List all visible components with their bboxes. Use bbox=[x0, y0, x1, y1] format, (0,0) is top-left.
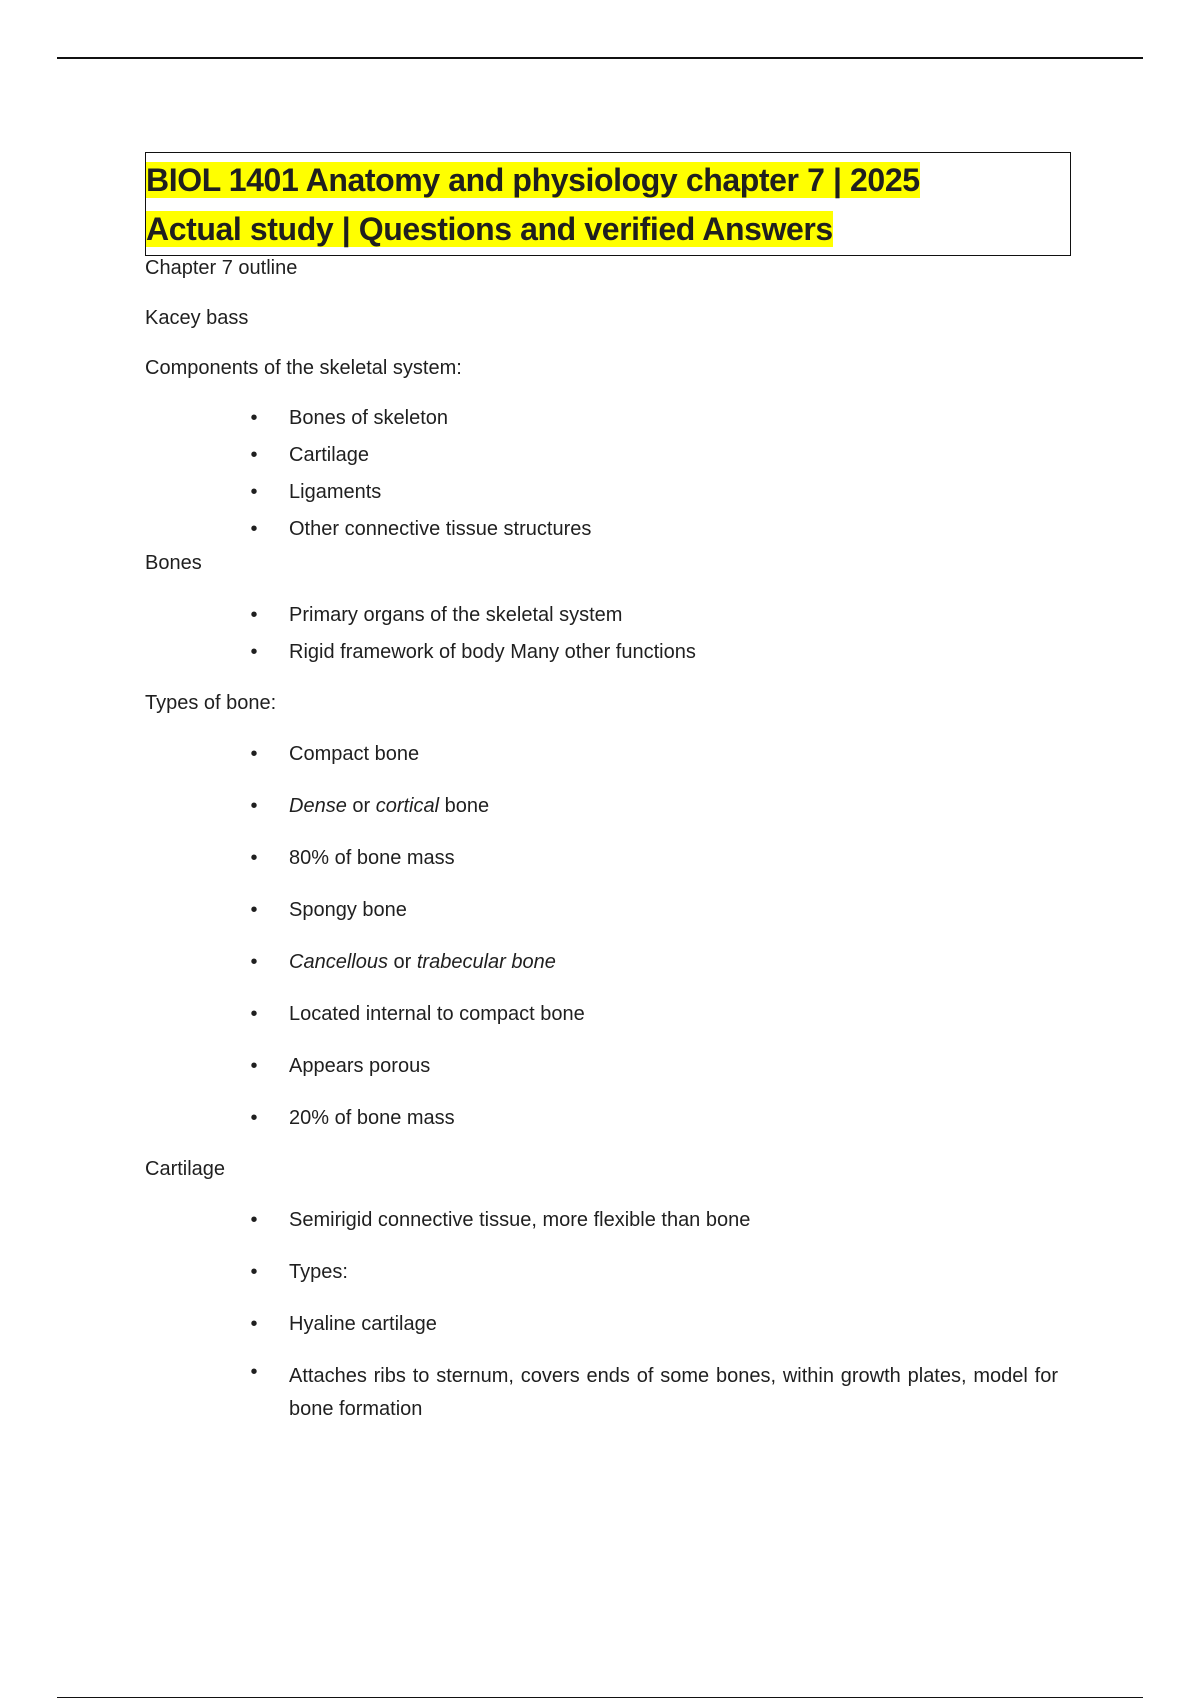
list-item bbox=[145, 1360, 1071, 1426]
list-item bbox=[145, 1208, 1071, 1232]
list-item bbox=[145, 406, 1071, 430]
bullet-icon: • bbox=[250, 1003, 258, 1025]
list-item-text: Spongy bone bbox=[289, 899, 407, 921]
list-item bbox=[145, 1312, 1071, 1336]
list-item-text: Ligaments bbox=[289, 481, 382, 503]
bullet-icon: • bbox=[250, 604, 258, 626]
list-item-text: 20% of bone mass bbox=[289, 1107, 455, 1129]
list-item-text: Primary organs of the skeletal system bbox=[289, 604, 623, 626]
list-item bbox=[145, 742, 1071, 766]
list-item-text: Cartilage bbox=[289, 444, 370, 466]
bullet-icon: • bbox=[250, 1055, 258, 1077]
bullet-icon: • bbox=[250, 795, 258, 817]
list-item-text: Bones of skeleton bbox=[289, 407, 448, 429]
bullet-icon: • bbox=[250, 481, 258, 503]
components-list bbox=[145, 406, 1071, 541]
list-item bbox=[145, 794, 1071, 818]
list-item-text: Semirigid connective tissue, more flexible than bone bbox=[289, 1209, 751, 1231]
bullet-icon: • bbox=[250, 847, 258, 869]
cancellous-term: Cancellous bbox=[289, 951, 388, 973]
footer-rule bbox=[57, 1697, 1143, 1698]
trabecular-term: trabecular bone bbox=[416, 951, 556, 973]
bullet-icon: • bbox=[250, 444, 258, 466]
bullet-icon: • bbox=[250, 1361, 258, 1383]
document-page bbox=[145, 152, 1071, 1426]
bullet-icon: • bbox=[250, 407, 258, 429]
list-item bbox=[145, 898, 1071, 922]
title-box bbox=[145, 152, 1071, 256]
list-item bbox=[145, 1002, 1071, 1026]
types-heading: Types of bone: bbox=[145, 692, 277, 714]
bullet-icon: • bbox=[250, 1209, 258, 1231]
list-item-text: Located internal to compact bone bbox=[289, 1003, 585, 1025]
title-line-1: BIOL 1401 Anatomy and physiology chapter 7 | 2025 bbox=[146, 162, 920, 198]
bones-list bbox=[145, 603, 1071, 664]
list-item bbox=[145, 1106, 1071, 1130]
document-title bbox=[146, 156, 1064, 254]
list-item bbox=[145, 517, 1071, 541]
list-item bbox=[145, 603, 1071, 627]
cartilage-list bbox=[145, 1208, 1071, 1426]
list-item-text: Other connective tissue structures bbox=[289, 518, 592, 540]
list-item-text: Compact bone bbox=[289, 743, 420, 765]
dense-term: Dense bbox=[289, 795, 347, 817]
list-item bbox=[145, 640, 1071, 664]
bones-heading: Bones bbox=[145, 552, 202, 574]
list-item bbox=[145, 1054, 1071, 1078]
list-item-text: Attaches ribs to sternum, covers ends of some bones, within growth plates, model for bone formation bbox=[289, 1365, 1058, 1420]
components-heading: Components of the skeletal system: bbox=[145, 357, 462, 379]
list-item bbox=[145, 1260, 1071, 1284]
bullet-icon: • bbox=[250, 1107, 258, 1129]
list-item bbox=[145, 950, 1071, 974]
list-item bbox=[145, 480, 1071, 504]
list-item-text: Appears porous bbox=[289, 1055, 431, 1077]
list-item-text: Rigid framework of body Many other functions bbox=[289, 641, 696, 663]
bullet-icon: • bbox=[250, 951, 258, 973]
bullet-icon: • bbox=[250, 1313, 258, 1335]
bullet-icon: • bbox=[250, 518, 258, 540]
bullet-icon: • bbox=[250, 641, 258, 663]
bullet-icon: • bbox=[250, 899, 258, 921]
list-item bbox=[145, 443, 1071, 467]
title-line-2: Actual study | Questions and verified Answers bbox=[146, 211, 833, 247]
list-item-text: Types: bbox=[289, 1261, 348, 1283]
list-item-text: Hyaline cartilage bbox=[289, 1313, 437, 1335]
or-text: or bbox=[387, 951, 417, 973]
or-text: or bbox=[346, 795, 376, 817]
bone-text: bone bbox=[439, 795, 490, 817]
types-list bbox=[145, 742, 1071, 1130]
cortical-term: cortical bbox=[375, 795, 440, 817]
bullet-icon: • bbox=[250, 743, 258, 765]
header-rule bbox=[57, 57, 1143, 59]
author-name: Kacey bass bbox=[145, 307, 249, 329]
list-item-text: 80% of bone mass bbox=[289, 847, 455, 869]
outline-label: Chapter 7 outline bbox=[145, 257, 298, 279]
list-item bbox=[145, 846, 1071, 870]
cartilage-heading: Cartilage bbox=[145, 1158, 226, 1180]
bullet-icon: • bbox=[250, 1261, 258, 1283]
